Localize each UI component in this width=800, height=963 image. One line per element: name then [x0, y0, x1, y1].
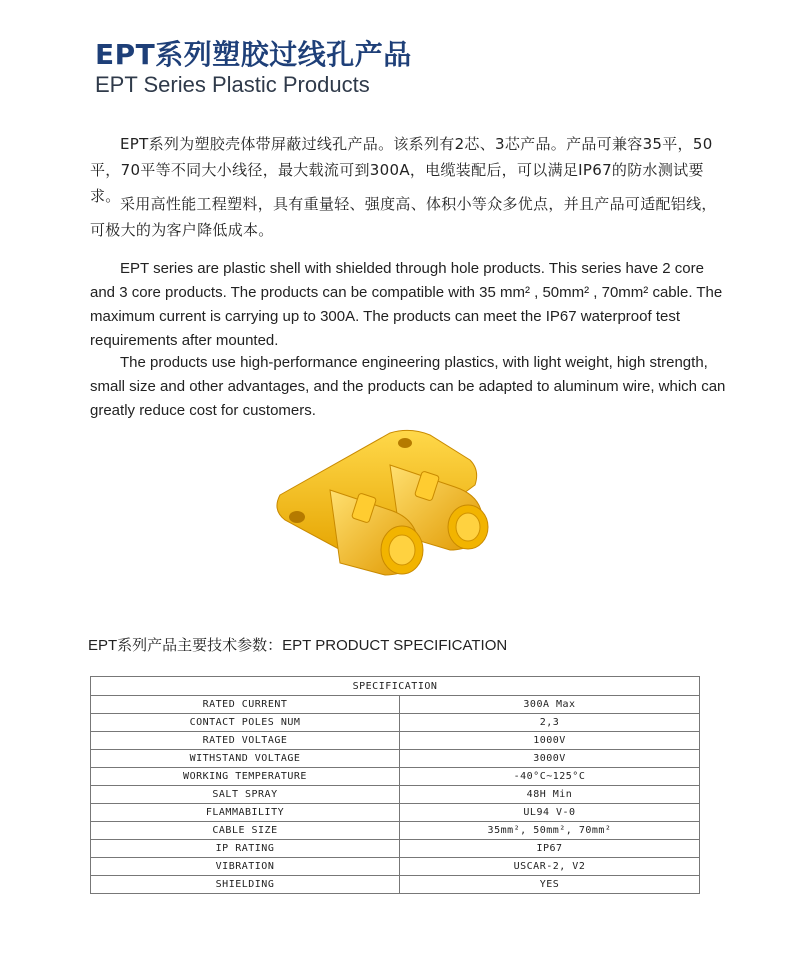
table-row	[91, 786, 700, 804]
intro-en-paragraph-2: The products use high-performance engineering plastics, with light weight, high strength, small size and other advantages, and the products can be adapted to aluminum wire, which can greatly reduce cost for customers.	[90, 354, 726, 419]
table-row	[91, 714, 700, 732]
spec-value: 300A Max	[400, 696, 700, 714]
table-row	[91, 732, 700, 750]
spec-value: -40°C~125°C	[400, 768, 700, 786]
spec-table-header-row	[91, 677, 700, 696]
table-row	[91, 768, 700, 786]
spec-value: 3000V	[400, 750, 700, 768]
spec-heading: EPT系列产品主要技术参数：EPT PRODUCT SPECIFICATION	[88, 637, 508, 654]
table-row	[91, 750, 700, 768]
product-image	[270, 425, 500, 595]
intro-en-paragraph-1: EPT series are plastic shell with shielded through hole products. This series have 2 core and 3 core products. The products can be compatible with 35 mm² , 50mm² , 70mm² cable. The maximum current is carrying up to 300A. The products can meet the IP67 waterproof test requirements after mounted.	[90, 260, 723, 349]
spec-value: 1000V	[400, 732, 700, 750]
intro-cn-paragraph-1: EPT系列为塑胶壳体带屏蔽过线孔产品。该系列有2芯、3芯产品。产品可兼容35平，50平，70平等不同大小线径，最大载流可到300A，电缆装配后，可以满足IP67的防水测试要求。	[90, 135, 713, 205]
intro-cn-paragraph-2: 采用高性能工程塑料，具有重量轻、强度高、体积小等众多优点，并且产品可适配铝线，可极大的为客户降低成本。	[90, 195, 717, 239]
table-row	[91, 822, 700, 840]
table-row	[91, 696, 700, 714]
spec-table	[90, 676, 700, 894]
spec-value: 2,3	[400, 714, 700, 732]
spec-key: WITHSTAND VOLTAGE	[91, 750, 400, 768]
spec-key: FLAMMABILITY	[91, 804, 400, 822]
table-row	[91, 804, 700, 822]
spec-key: CABLE SIZE	[91, 822, 400, 840]
connector-icon	[270, 425, 500, 595]
table-row	[91, 876, 700, 894]
table-row	[91, 858, 700, 876]
page-subtitle: EPT Series Plastic Products	[95, 72, 370, 97]
spec-key: SHIELDING	[91, 876, 400, 894]
spec-key: CONTACT POLES NUM	[91, 714, 400, 732]
page-title: EPT系列塑胶过线孔产品	[95, 38, 412, 71]
spec-table-title: SPECIFICATION	[91, 677, 700, 696]
spec-value: USCAR-2, V2	[400, 858, 700, 876]
spec-key: IP RATING	[91, 840, 400, 858]
spec-key: WORKING TEMPERATURE	[91, 768, 400, 786]
spec-key: RATED CURRENT	[91, 696, 400, 714]
table-row	[91, 840, 700, 858]
spec-value: 48H Min	[400, 786, 700, 804]
spec-value: 35mm², 50mm², 70mm²	[400, 822, 700, 840]
spec-key: SALT SPRAY	[91, 786, 400, 804]
spec-value: YES	[400, 876, 700, 894]
spec-key: VIBRATION	[91, 858, 400, 876]
spec-value: UL94 V-0	[400, 804, 700, 822]
spec-value: IP67	[400, 840, 700, 858]
spec-key: RATED VOLTAGE	[91, 732, 400, 750]
